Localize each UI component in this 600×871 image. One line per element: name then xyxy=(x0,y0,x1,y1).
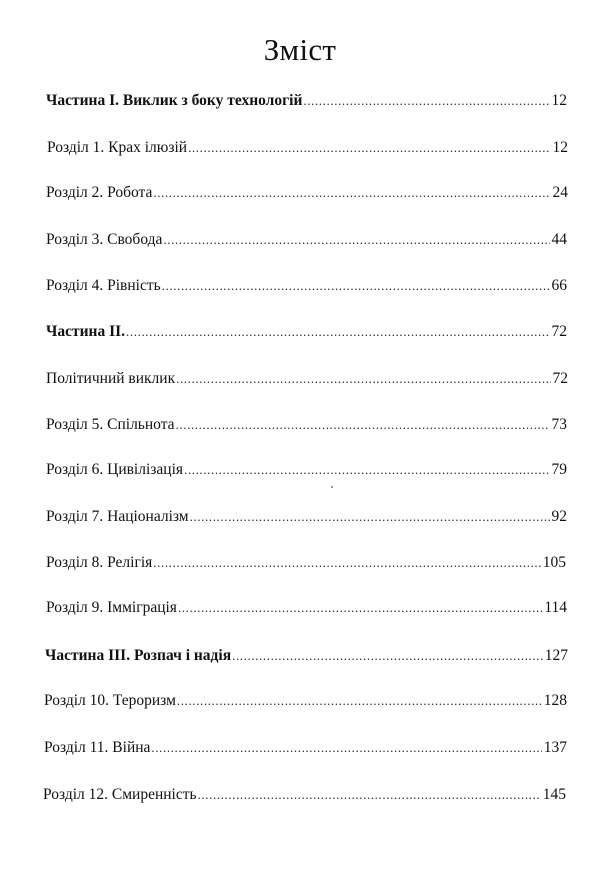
toc-page-number: 92 xyxy=(551,508,567,525)
dot-leader xyxy=(153,185,550,201)
dot-leader xyxy=(126,324,549,340)
toc-page-number: 12 xyxy=(551,92,567,109)
toc-chapter-entry xyxy=(46,508,567,530)
toc-page-number: 114 xyxy=(544,599,567,616)
toc-chapter-entry xyxy=(46,184,568,206)
dot-leader xyxy=(153,555,540,571)
toc-part-entry xyxy=(46,323,567,345)
toc-page-number: 145 xyxy=(542,786,566,803)
toc-page-number: 137 xyxy=(543,739,567,756)
toc-entry-label: Розділ 12. Смиренність xyxy=(43,786,197,803)
dot-leader xyxy=(177,693,542,709)
toc-page-number: 79 xyxy=(551,461,567,478)
toc-entry-label: Розділ 6. Цивілізація xyxy=(46,461,184,478)
page-title: Зміст xyxy=(263,32,337,67)
toc-chapter-entry xyxy=(46,370,568,392)
toc-chapter-entry xyxy=(46,599,567,621)
toc-chapter-entry xyxy=(46,461,567,483)
toc-entry-label: Розділ 10. Тероризм xyxy=(44,692,176,709)
toc-chapter-entry xyxy=(46,554,566,576)
toc-entry-label: Розділ 4. Рівність xyxy=(46,277,161,294)
toc-chapter-entry xyxy=(43,786,566,808)
toc-chapter-entry xyxy=(44,739,567,761)
scan-speck xyxy=(331,486,333,488)
dot-leader xyxy=(190,509,550,525)
toc-page-number: 73 xyxy=(551,416,567,433)
toc-part-entry xyxy=(46,92,567,114)
toc-entry-label: Частина II. xyxy=(46,323,126,340)
dot-leader xyxy=(178,600,542,616)
toc-page-number: 128 xyxy=(543,692,567,709)
toc-page-number: 105 xyxy=(542,554,566,571)
dot-leader xyxy=(232,648,543,664)
dot-leader xyxy=(176,371,550,387)
toc-entry-label: Частина І. Виклик з боку технологій xyxy=(46,92,303,109)
toc-entry-label: Розділ 7. Націоналізм xyxy=(46,508,189,525)
toc-page-number: 72 xyxy=(551,323,567,340)
toc-entry-label: Розділ 9. Імміграція xyxy=(46,599,177,616)
dot-leader xyxy=(198,787,541,803)
toc-chapter-entry xyxy=(44,692,567,714)
toc-page-number: 12 xyxy=(552,139,568,156)
dot-leader xyxy=(188,140,550,156)
toc-entry-label: Політичний виклик xyxy=(46,370,176,387)
dot-leader xyxy=(162,278,550,294)
toc-page-number: 44 xyxy=(551,231,567,248)
dot-leader xyxy=(151,740,541,756)
toc-page-number: 127 xyxy=(544,647,568,664)
toc-entry-label: Розділ 5. Спільнота xyxy=(46,416,175,433)
toc-entry-label: Розділ 2. Робота xyxy=(46,184,153,201)
toc-chapter-entry xyxy=(46,277,567,299)
toc-chapter-entry xyxy=(47,139,568,161)
dot-leader xyxy=(176,417,550,433)
toc-chapter-entry xyxy=(46,231,567,253)
toc-page-number: 72 xyxy=(552,370,568,387)
toc-entry-label: Частина III. Розпач і надія xyxy=(45,647,232,664)
toc-part-entry xyxy=(45,647,568,669)
toc-entry-label: Розділ 1. Крах ілюзій xyxy=(47,139,188,156)
dot-leader xyxy=(163,232,549,248)
toc-entry-label: Розділ 8. Релігія xyxy=(46,554,153,571)
toc-entry-label: Розділ 11. Війна xyxy=(44,739,151,756)
toc-chapter-entry xyxy=(46,416,567,438)
toc-entry-label: Розділ 3. Свобода xyxy=(46,231,163,248)
dot-leader xyxy=(184,462,549,478)
toc-page-number: 66 xyxy=(551,277,567,294)
dot-leader xyxy=(303,93,549,109)
toc-page-number: 24 xyxy=(552,184,568,201)
